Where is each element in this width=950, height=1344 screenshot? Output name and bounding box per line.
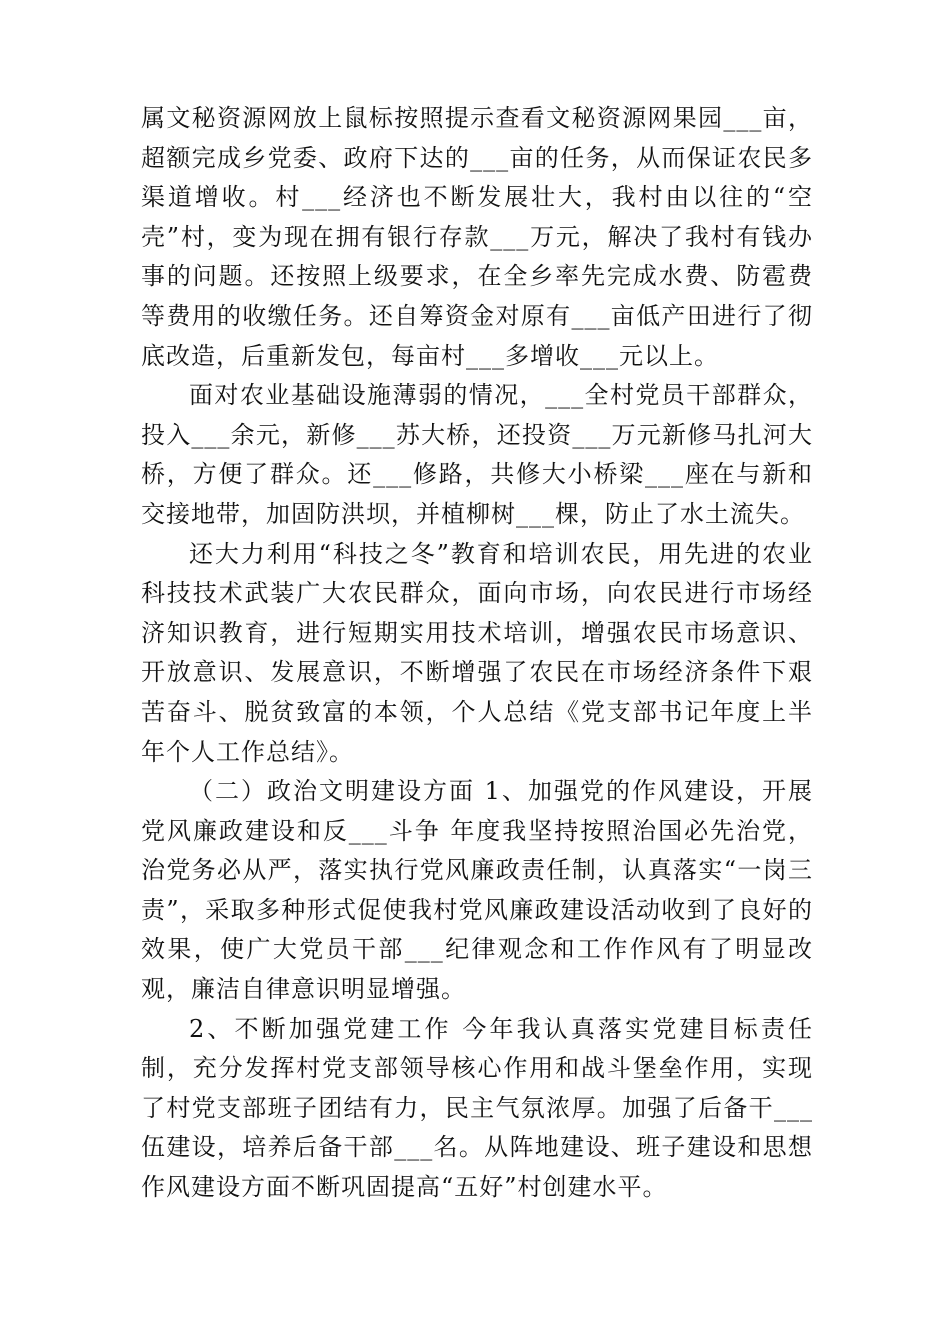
paragraph-2: 面对农业基础设施薄弱的情况，___全村党员干部群众，投入___余元，新修___苏大桥，还投资___万元新修马扎河大桥，方便了群众。还___修路，共修大小桥梁___座在与新和交接地带，加固防洪坝，并植柳树___棵，防止了水土流失。	[141, 381, 813, 528]
paragraph-4: （二）政治文明建设方面 1、加强党的作风建设，开展党风廉政建设和反___斗争 年度我坚持按照治国必先治党，治党务必从严，落实执行党风廉政责任制，认真落实“一岗三责”，采取多种形式促使我村党风廉政建设活动收到了良好的效果，使广大党员干部___纪律观念和工作作风有了明显改观，廉洁自律意识明显增强。	[141, 777, 813, 1004]
document-page	[141, 99, 813, 1208]
paragraph-1: 属文秘资源网放上鼠标按照提示查看文秘资源网果园___亩，超额完成乡党委、政府下达的___亩的任务，从而保证农民多渠道增收。村___经济也不断发展壮大，我村由以往的“空壳”村，变为现在拥有银行存款___万元，解决了我村有钱办事的问题。还按照上级要求，在全乡率先完成水费、防雹费等费用的收缴任务。还自筹资金对原有___亩低产田进行了彻底改造，后重新发包，每亩村___多增收___元以上。	[141, 104, 813, 370]
paragraph-3: 还大力利用“科技之冬”教育和培训农民，用先进的农业科技技术武装广大农民群众，面向市场，向农民进行市场经济知识教育，进行短期实用技术培训，增强农民市场意识、开放意识、发展意识，不断增强了农民在市场经济条件下艰苦奋斗、脱贫致富的本领，个人总结《党支部书记年度上半年个人工作总结》。	[141, 539, 813, 766]
paragraph-5: 2、不断加强党建工作 今年我认真落实党建目标责任制，充分发挥村党支部领导核心作用和战斗堡垒作用，实现了村党支部班子团结有力，民主气氛浓厚。加强了后备干___伍建设，培养后备干部___名。从阵地建设、班子建设和思想作风建设方面不断巩固提高“五好”村创建水平。	[141, 1014, 813, 1202]
